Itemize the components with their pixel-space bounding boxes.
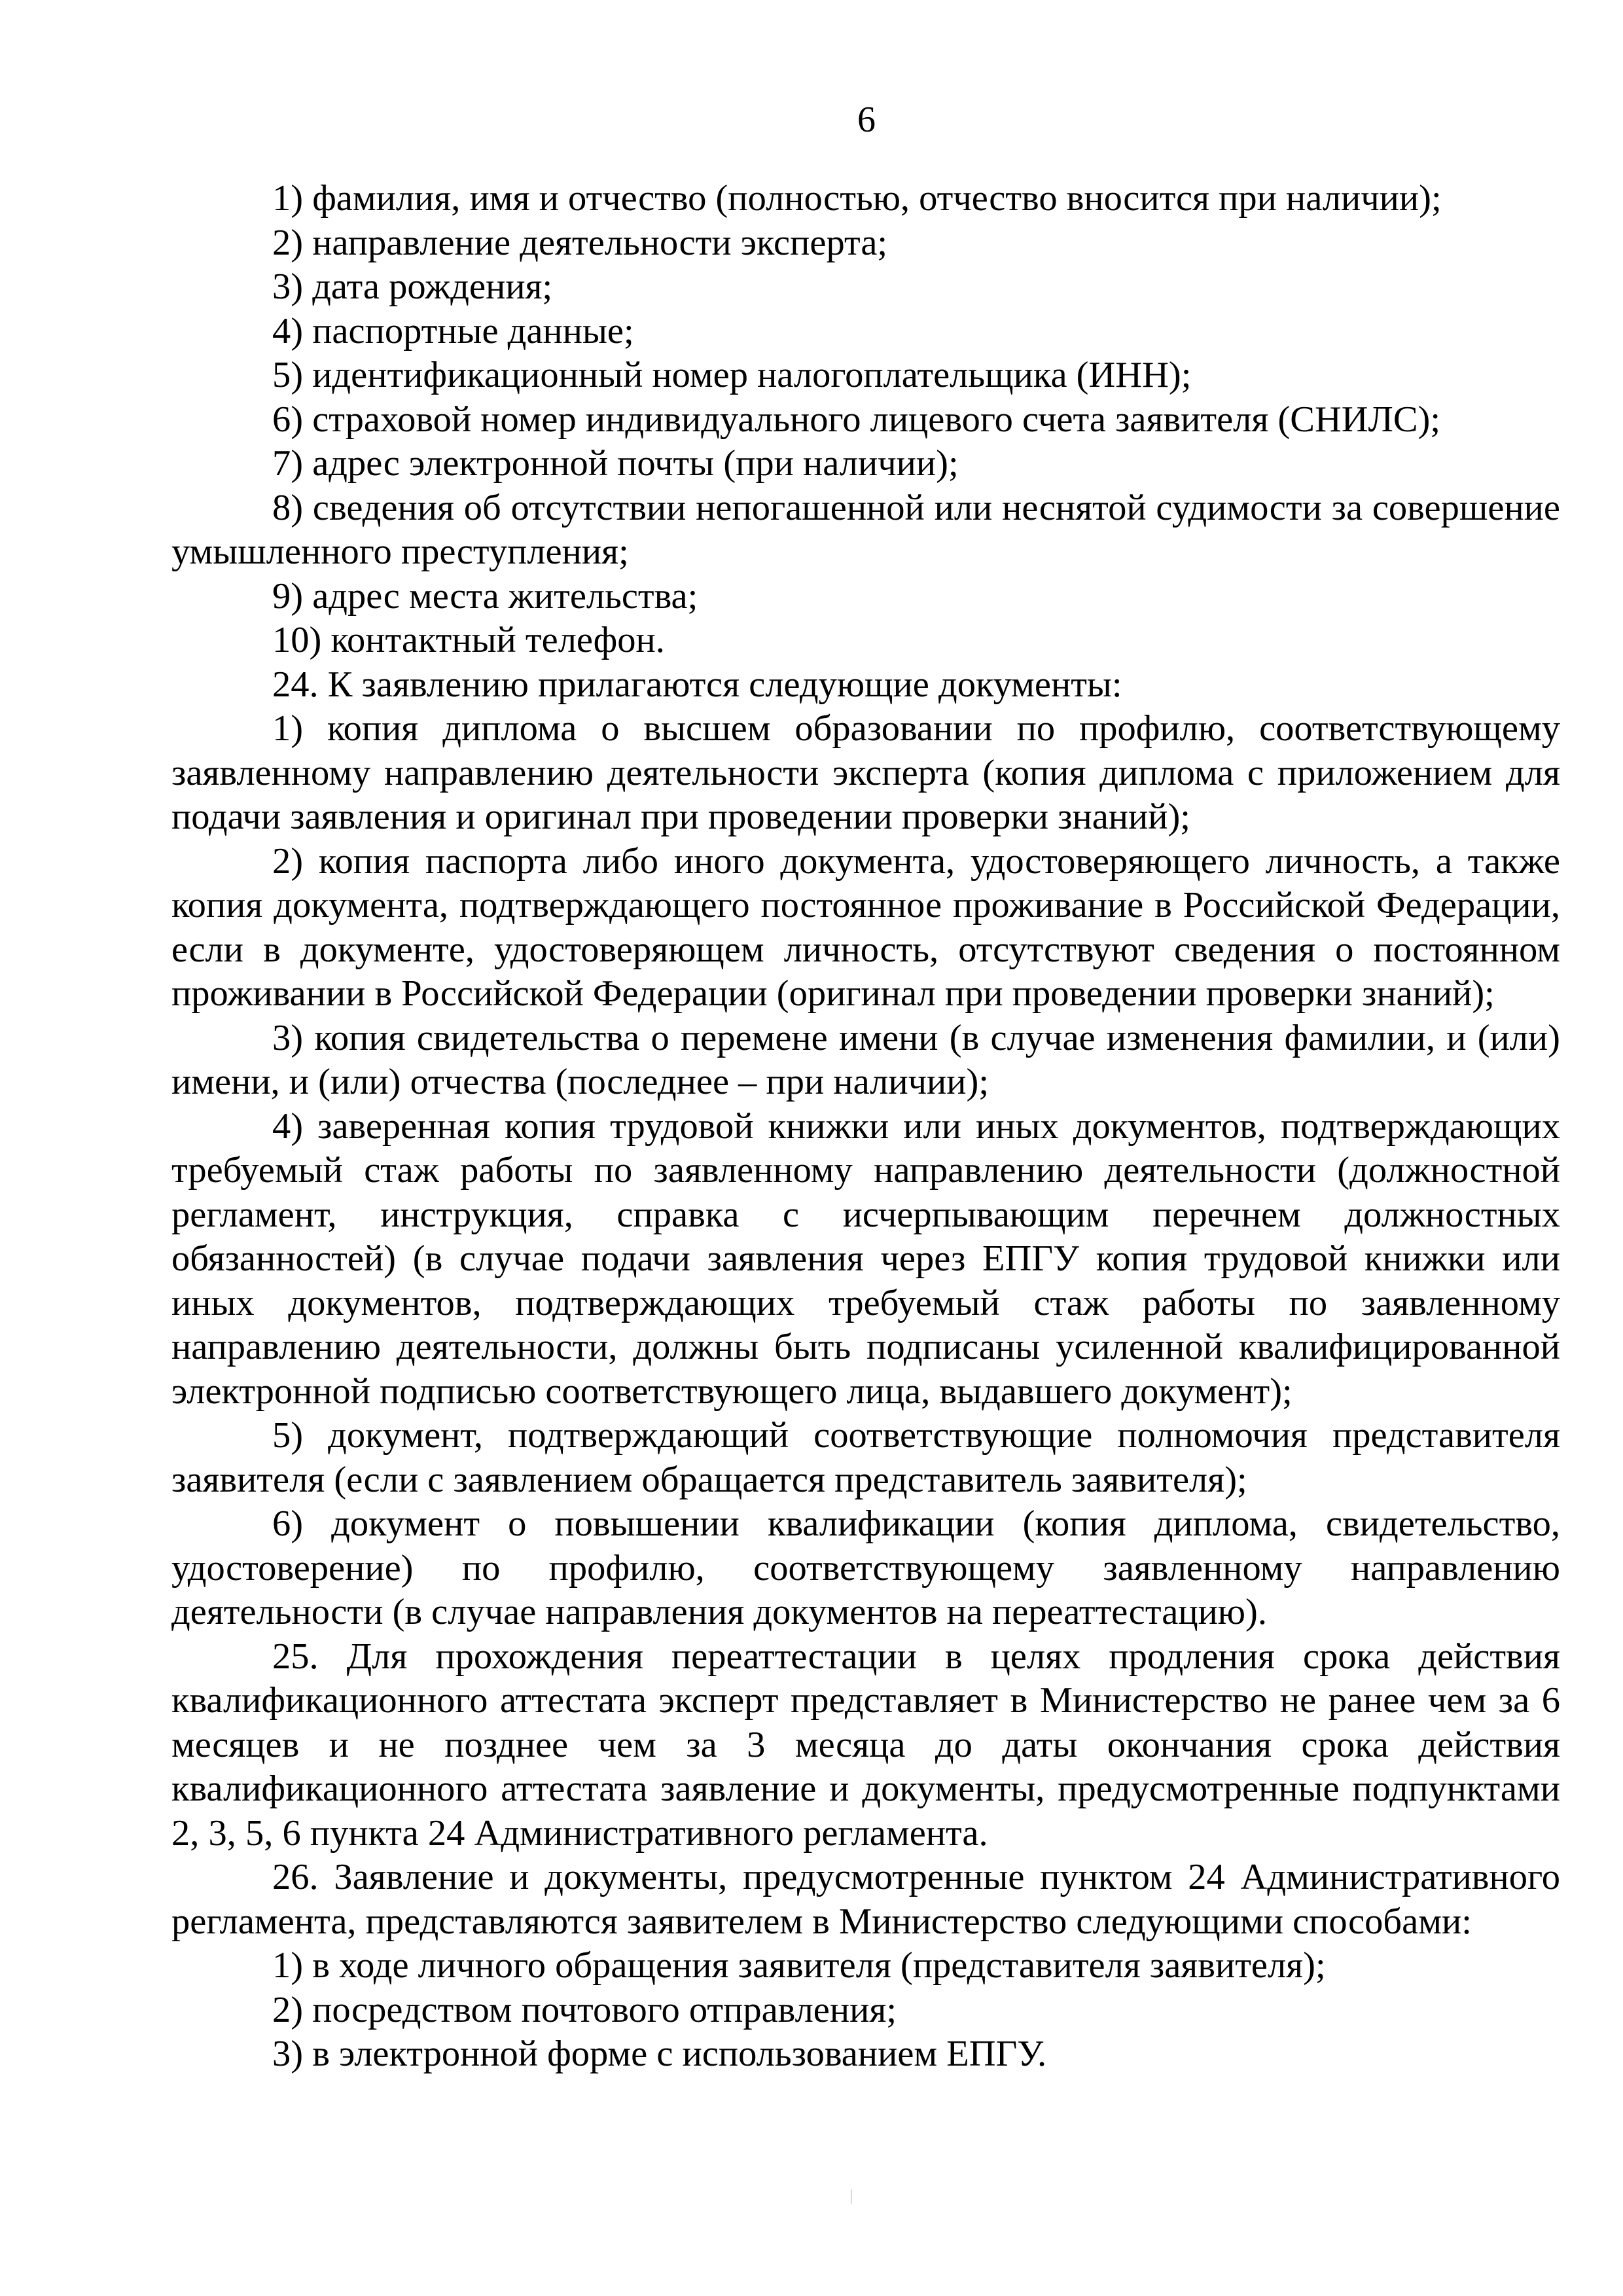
clause-26-item-postal: 2) посредством почтового отправления;: [272, 1989, 897, 2030]
clause-24-item-qualification: 6) документ о повышении квалификации (копия диплома, свидетельство, удостоверение) по профилю, соответствующему заявленному направлению деятельности (в случае направления документов на переаттестацию).: [171, 1503, 1560, 1632]
clause-25: 25. Для прохождения переаттестации в целях продления срока действия квалификационного аттестата эксперт представляет в Министерство не ранее чем за 6 месяцев и не позднее чем за 3 месяца до даты окончания срока действия квалификационного аттестата заявление и документы, предусмотренные подпунктами 2, 3, 5, 6 пункта 24 Административного регламента.: [171, 1636, 1560, 1854]
clause-24-item-passport: 2) копия паспорта либо иного документа, удостоверяющего личность, а также копия документа, подтверждающего постоянное проживание в Российской Федерации, если в документе, удостоверяющем личность, отсутствуют сведения о постоянном проживании в Российской Федерации (оригинал при проведении проверки знаний);: [171, 840, 1560, 1014]
item-residence-address: 9) адрес места жительства;: [272, 575, 698, 617]
clause-26-item-personal: 1) в ходе личного обращения заявителя (представителя заявителя);: [272, 1945, 1326, 1986]
scan-mark: [851, 2189, 852, 2204]
clause-24-item-authority: 5) документ, подтверждающий соответствующие полномочия представителя заявителя (если с заявлением обращается представитель заявителя);: [171, 1415, 1560, 1500]
item-birth-date: 3) дата рождения;: [272, 266, 553, 307]
clause-24-item-name-change: 3) копия свидетельства о перемене имени (в случае изменения фамилии, и (или) имени, и (или) отчества (последнее – при наличии);: [171, 1017, 1560, 1102]
clause-24-item-work-book: 4) заверенная копия трудовой книжки или иных документов, подтверждающих требуемый стаж работы по заявленному направлению деятельности (должностной регламент, инструкция, справка с исчерпывающим перечнем должностных обязанностей) (в случае подачи заявления через ЕПГУ копия трудовой книжки или иных документов, подтверждающих требуемый стаж работы по заявленному направлению деятельности, должны быть подписаны усиленной квалифицированной электронной подписью соответствующего лица, выдавшего документ);: [171, 1105, 1560, 1412]
page-number: 6: [857, 99, 876, 140]
item-surname-name: 1) фамилия, имя и отчество (полностью, отчество вносится при наличии);: [272, 178, 1442, 219]
item-criminal-record: 8) сведения об отсутствии непогашенной или неснятой судимости за совершение умышленного преступления;: [171, 487, 1560, 572]
clause-26: 26. Заявление и документы, предусмотренные пунктом 24 Административного регламента, представляются заявителем в Министерство следующими способами:: [171, 1857, 1560, 1942]
document-body: [171, 177, 1560, 2077]
clause-24-item-diploma: 1) копия диплома о высшем образовании по профилю, соответствующему заявленному направлению деятельности эксперта (копия диплома с приложением для подачи заявления и оригинал при проведении проверки знаний);: [171, 708, 1560, 837]
item-passport-data: 4) паспортные данные;: [272, 310, 634, 351]
clause-26-item-electronic: 3) в электронной форме с использованием ЕПГУ.: [272, 2034, 1047, 2074]
item-phone: 10) контактный телефон.: [272, 620, 665, 660]
item-email: 7) адрес электронной почты (при наличии);: [272, 443, 959, 484]
item-activity-direction: 2) направление деятельности эксперта;: [272, 222, 888, 263]
item-inn: 5) идентификационный номер налогоплательщика (ИНН);: [272, 355, 1192, 395]
item-snils: 6) страховой номер индивидуального лицевого счета заявителя (СНИЛС);: [272, 399, 1441, 440]
clause-24-heading: 24. К заявлению прилагаются следующие документы:: [272, 664, 1122, 705]
